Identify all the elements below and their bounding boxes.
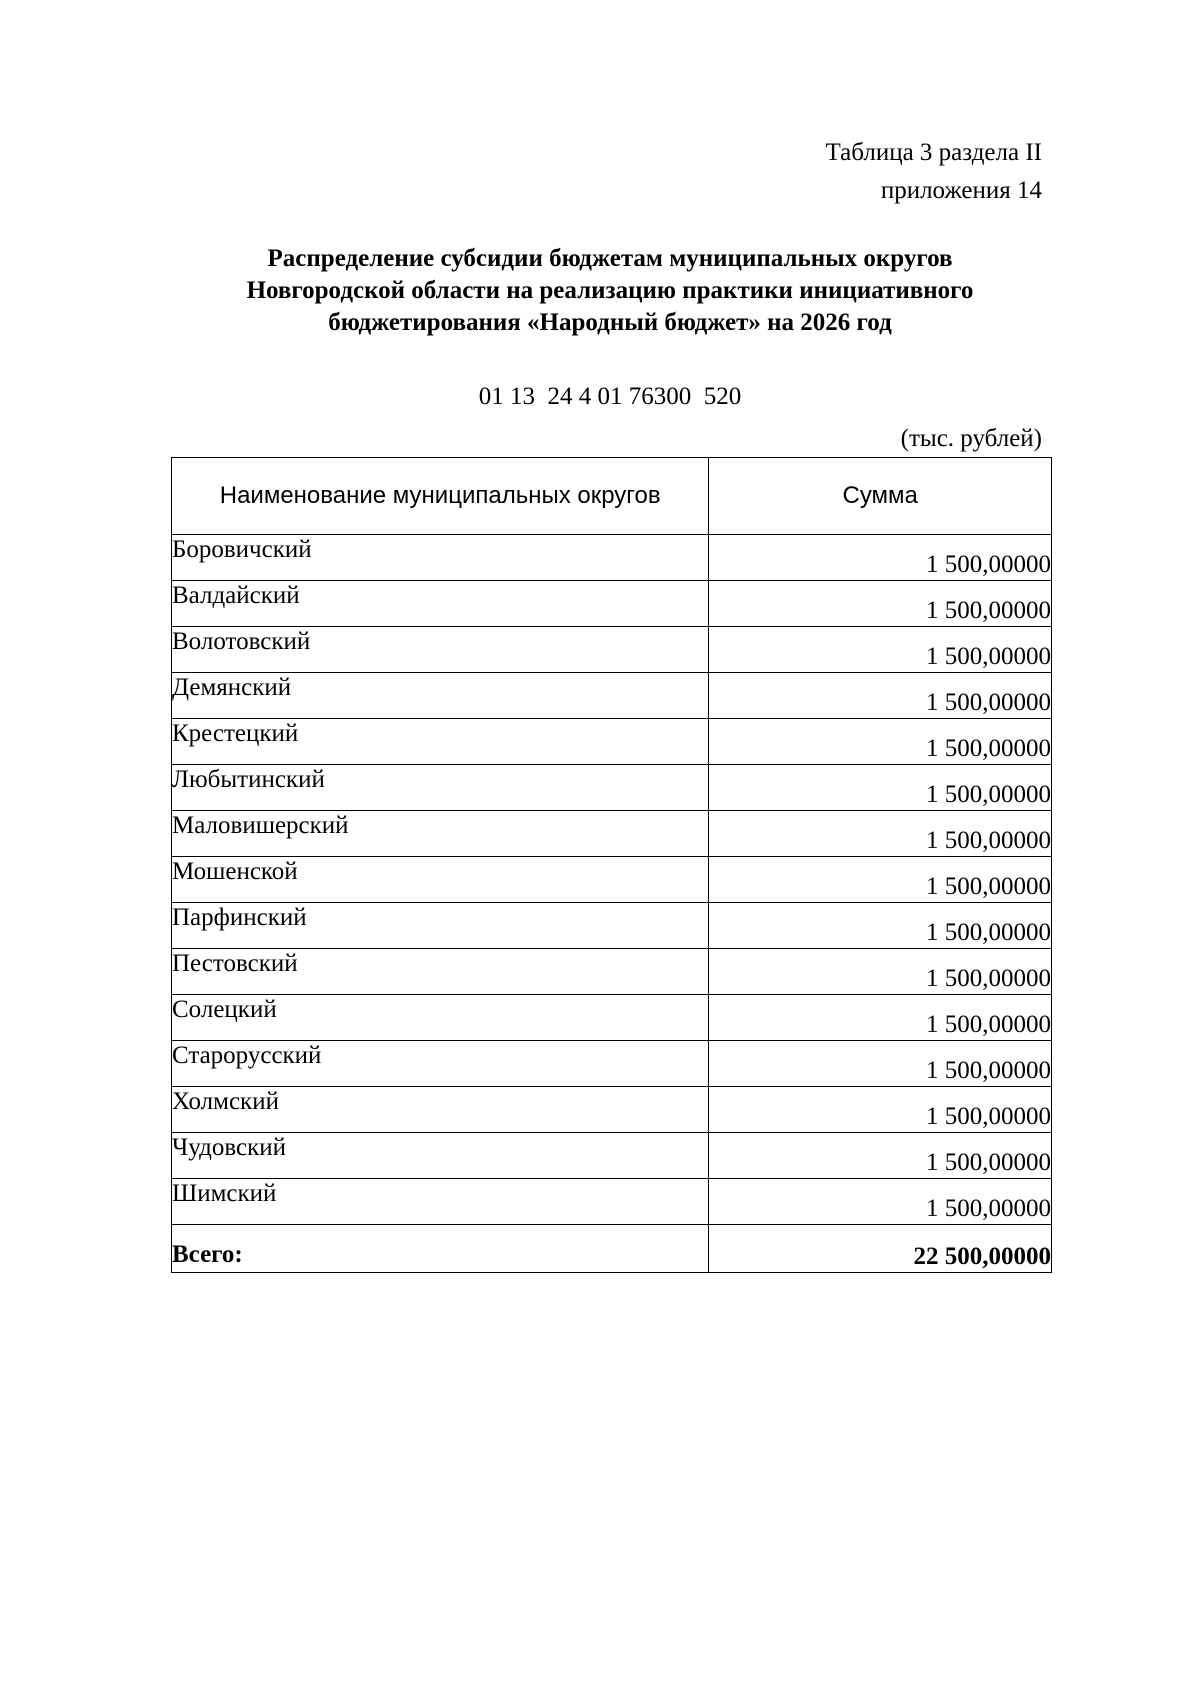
document-title-line-1: Распределение субсидии бюджетам муниципальных округов [267, 245, 953, 272]
budget-classification-code: 01 13 24 4 01 76300 520 [478, 383, 742, 410]
table-row [172, 581, 1052, 627]
table-row [172, 765, 1052, 811]
district-name: Демянский [172, 673, 709, 719]
district-sum: 1 500,00000 [709, 581, 1052, 627]
district-name: Валдайский [172, 581, 709, 627]
units-note: (тыс. рублей) [900, 425, 1042, 452]
district-sum: 1 500,00000 [709, 995, 1052, 1041]
document-title-line-2: Новгородской области на реализацию практики инициативного [246, 277, 974, 304]
district-sum: 1 500,00000 [709, 811, 1052, 857]
table-row [172, 627, 1052, 673]
district-sum: 1 500,00000 [709, 949, 1052, 995]
total-row [172, 1225, 1052, 1273]
column-header-name: Наименование муниципальных округов [172, 458, 709, 535]
table-row [172, 903, 1052, 949]
district-name: Старорусский [172, 1041, 709, 1087]
district-name: Солецкий [172, 995, 709, 1041]
table-header-row [172, 458, 1052, 535]
district-name: Шимский [172, 1179, 709, 1225]
district-name: Чудовский [172, 1133, 709, 1179]
district-sum: 1 500,00000 [709, 535, 1052, 581]
district-name: Боровичский [172, 535, 709, 581]
table-reference [826, 134, 1042, 210]
table-row [172, 857, 1052, 903]
district-name: Крестецкий [172, 719, 709, 765]
district-sum: 1 500,00000 [709, 857, 1052, 903]
district-sum: 1 500,00000 [709, 1179, 1052, 1225]
distribution-table [171, 457, 1052, 1273]
district-sum: 1 500,00000 [709, 765, 1052, 811]
table-row [172, 1041, 1052, 1087]
document-title [130, 243, 1090, 339]
district-name: Любытинский [172, 765, 709, 811]
table-row [172, 1087, 1052, 1133]
table-reference-line-1: Таблица 3 раздела II [825, 139, 1042, 166]
table-row [172, 673, 1052, 719]
district-name: Мошенской [172, 857, 709, 903]
table-reference-line-2: приложения 14 [880, 177, 1042, 204]
total-label: Всего: [172, 1225, 709, 1273]
table-row [172, 1133, 1052, 1179]
table-row [172, 1179, 1052, 1225]
district-sum: 1 500,00000 [709, 719, 1052, 765]
column-header-sum: Сумма [709, 458, 1052, 535]
table-row [172, 949, 1052, 995]
district-name: Пестовский [172, 949, 709, 995]
district-sum: 1 500,00000 [709, 627, 1052, 673]
table-row [172, 811, 1052, 857]
table-row [172, 719, 1052, 765]
document-title-line-3: бюджетирования «Народный бюджет» на 2026 год [328, 309, 892, 336]
district-sum: 1 500,00000 [709, 1041, 1052, 1087]
total-sum: 22 500,00000 [709, 1225, 1052, 1273]
district-sum: 1 500,00000 [709, 1133, 1052, 1179]
district-sum: 1 500,00000 [709, 1087, 1052, 1133]
district-name: Парфинский [172, 903, 709, 949]
district-name: Холмский [172, 1087, 709, 1133]
district-sum: 1 500,00000 [709, 903, 1052, 949]
district-name: Волотовский [172, 627, 709, 673]
district-name: Маловишерский [172, 811, 709, 857]
district-sum: 1 500,00000 [709, 673, 1052, 719]
table-row [172, 995, 1052, 1041]
table-row [172, 535, 1052, 581]
